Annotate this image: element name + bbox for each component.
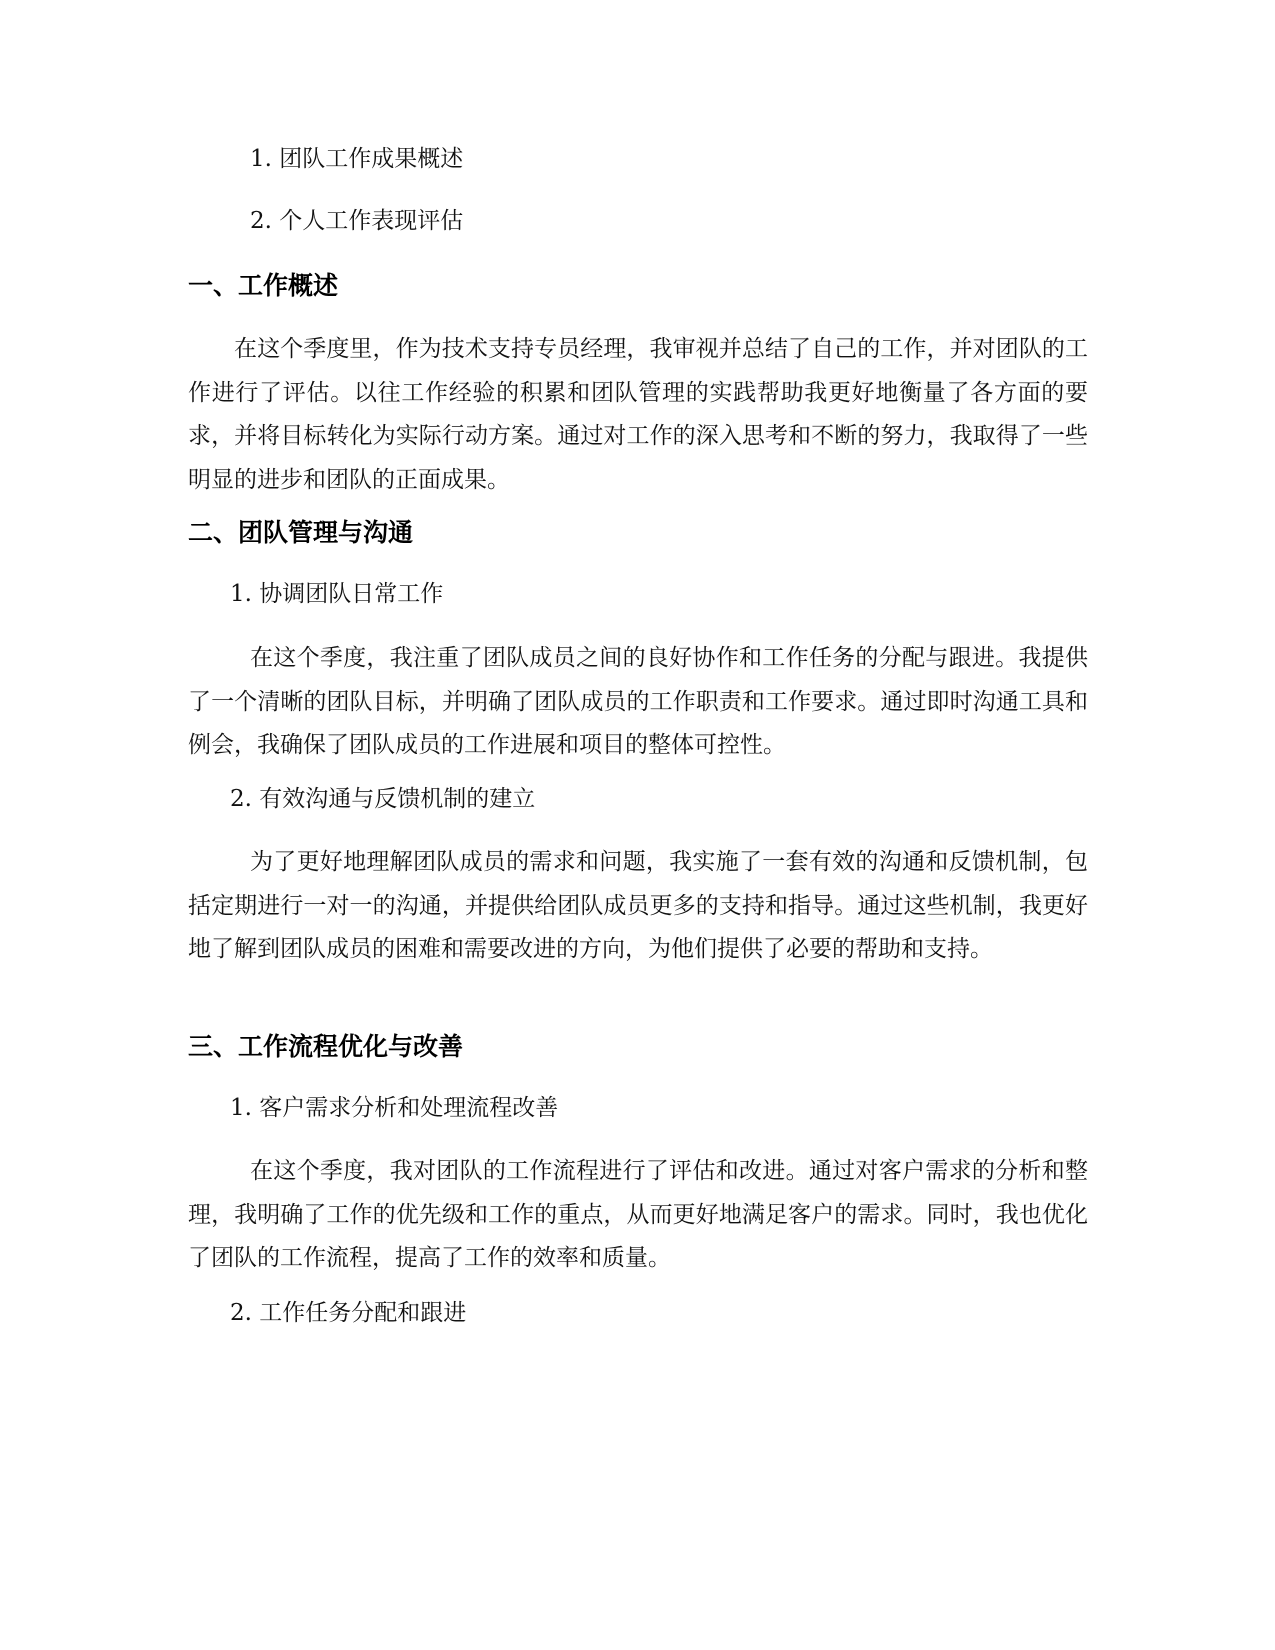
section-1-heading: 一、工作概述 — [188, 271, 339, 300]
section-3-heading: 三、工作流程优化与改善 — [188, 1032, 464, 1061]
toc-item-2: 2. 个人工作表现评估 — [250, 208, 464, 234]
section-2-sub-1-heading: 1. 协调团队日常工作 — [230, 581, 444, 607]
section-3-sub-1-paragraph: 在这个季度，我对团队的工作流程进行了评估和改进。通过对客户需求的分析和整理，我明确了工作的优先级和工作的重点，从而更好地满足客户的需求。同时，我也优化了团队的工作流程，提高了工作的效率和质量。 — [188, 1158, 1088, 1271]
section-1-paragraph: 在这个季度里，作为技术支持专员经理，我审视并总结了自己的工作，并对团队的工作进行了评估。以往工作经验的积累和团队管理的实践帮助我更好地衡量了各方面的要求，并将目标转化为实际行动方案。通过对工作的深入思考和不断的努力，我取得了一些明显的进步和团队的正面成果。 — [188, 336, 1088, 493]
section-2-heading: 二、团队管理与沟通 — [188, 518, 414, 547]
toc-item-1: 1. 团队工作成果概述 — [250, 146, 464, 172]
section-3-sub-2-heading: 2. 工作任务分配和跟进 — [230, 1300, 467, 1326]
section-2-sub-1-paragraph: 在这个季度，我注重了团队成员之间的良好协作和工作任务的分配与跟进。我提供了一个清晰的团队目标，并明确了团队成员的工作职责和工作要求。通过即时沟通工具和例会，我确保了团队成员的工作进展和项目的整体可控性。 — [188, 645, 1088, 758]
section-2-sub-2-heading: 2. 有效沟通与反馈机制的建立 — [230, 786, 536, 812]
section-2-sub-2-paragraph: 为了更好地理解团队成员的需求和问题，我实施了一套有效的沟通和反馈机制，包括定期进行一对一的沟通，并提供给团队成员更多的支持和指导。通过这些机制，我更好地了解到团队成员的困难和需要改进的方向，为他们提供了必要的帮助和支持。 — [188, 849, 1088, 962]
section-3-sub-1-heading: 1. 客户需求分析和处理流程改善 — [230, 1095, 559, 1121]
